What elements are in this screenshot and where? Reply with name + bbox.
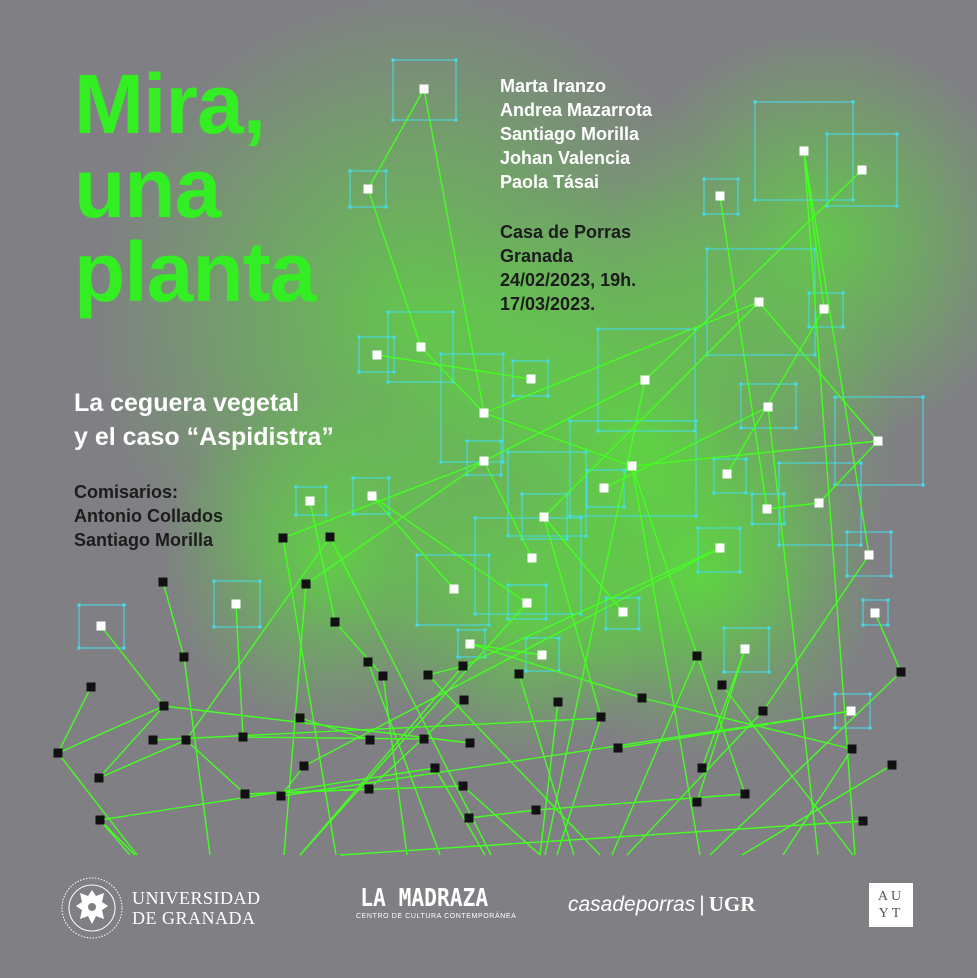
- plant-stem: [101, 626, 164, 706]
- poster-title: [74, 57, 316, 319]
- frame-corner: [703, 213, 706, 216]
- black-node: [614, 744, 623, 753]
- frame-corner: [358, 336, 361, 339]
- white-node: [540, 513, 549, 522]
- black-node: [366, 736, 375, 745]
- ugr-label: UGR: [708, 892, 756, 916]
- auyt-logo: [869, 883, 913, 927]
- frame-corner: [751, 523, 754, 526]
- madraza-tagline: CENTRO DE CULTURA CONTEMPORÁNEA: [356, 913, 517, 920]
- black-node: [638, 694, 647, 703]
- frame-corner: [834, 396, 837, 399]
- frame-corner: [580, 517, 583, 520]
- frame-corner: [416, 624, 419, 627]
- white-node: [741, 645, 750, 654]
- frame-corner: [697, 571, 700, 574]
- frame-corner: [507, 451, 510, 454]
- frame-corner: [387, 381, 390, 384]
- frame-corner: [488, 624, 491, 627]
- frame-corner: [358, 371, 361, 374]
- frame-corner: [778, 544, 781, 547]
- frame-corner: [740, 427, 743, 430]
- frame-corner: [440, 353, 443, 356]
- frame-corner: [623, 506, 626, 509]
- black-node: [300, 762, 309, 771]
- frame-corner: [547, 395, 550, 398]
- white-node: [417, 343, 426, 352]
- frame-corner: [623, 469, 626, 472]
- curators-label: Comisarios:: [74, 482, 179, 502]
- frame-corner: [783, 493, 786, 496]
- white-node: [716, 192, 725, 201]
- frame-corner: [457, 656, 460, 659]
- black-node: [465, 814, 474, 823]
- frame-corner: [502, 353, 505, 356]
- frame-corner: [259, 580, 262, 583]
- frame-corner: [739, 571, 742, 574]
- frame-corner: [896, 205, 899, 208]
- white-node: [373, 351, 382, 360]
- white-node: [466, 640, 475, 649]
- black-node: [326, 533, 335, 542]
- black-node: [302, 580, 311, 589]
- frame-corner: [455, 119, 458, 122]
- white-node: [97, 622, 106, 631]
- frame-corner: [887, 599, 890, 602]
- frame-corner: [123, 647, 126, 650]
- frame-corner: [452, 311, 455, 314]
- white-node: [871, 609, 880, 618]
- plant-stem: [58, 753, 137, 855]
- black-node: [241, 790, 250, 799]
- frame-corner: [392, 59, 395, 62]
- frame-corner: [869, 693, 872, 696]
- black-node: [693, 652, 702, 661]
- plant-stem: [536, 794, 745, 810]
- frame-corner: [852, 101, 855, 104]
- frame-corner: [723, 671, 726, 674]
- frame-corner: [547, 360, 550, 363]
- black-node: [698, 764, 707, 773]
- frame-corner: [922, 484, 925, 487]
- frame-corner: [751, 493, 754, 496]
- poster-subtitle: [74, 386, 334, 454]
- frame-corner: [566, 538, 569, 541]
- frame-corner: [723, 627, 726, 630]
- white-node: [619, 608, 628, 617]
- plant-stem: [58, 706, 164, 753]
- frame-corner: [474, 613, 477, 616]
- subtitle-line-1: La ceguera vegetal: [74, 389, 300, 417]
- black-node: [718, 681, 727, 690]
- venue-date-end: 17/03/2023.: [500, 294, 596, 314]
- white-node: [763, 505, 772, 514]
- frame-corner: [213, 580, 216, 583]
- frame-corner: [502, 461, 505, 464]
- frame-corner: [393, 371, 396, 374]
- white-node: [716, 544, 725, 553]
- frame-corner: [295, 486, 298, 489]
- frame-corner: [585, 451, 588, 454]
- black-node: [95, 774, 104, 783]
- white-node: [723, 470, 732, 479]
- frame-corner: [846, 531, 849, 534]
- title-line-2: una: [74, 141, 221, 235]
- university-logo: [132, 888, 261, 928]
- white-node: [847, 707, 856, 716]
- frame-corner: [349, 206, 352, 209]
- frame-corner: [392, 119, 395, 122]
- white-node: [858, 166, 867, 175]
- frame-corner: [393, 336, 396, 339]
- black-node: [54, 749, 63, 758]
- frame-corner: [484, 629, 487, 632]
- plant-stem: [783, 749, 852, 855]
- frame-corner: [605, 628, 608, 631]
- frame-corner: [808, 292, 811, 295]
- black-node: [365, 785, 374, 794]
- title-line-3: planta: [74, 225, 316, 319]
- madraza-name: LA MADRAZA: [360, 883, 489, 912]
- white-node: [364, 185, 373, 194]
- frame-corner: [605, 597, 608, 600]
- frame-corner: [585, 535, 588, 538]
- frame-corner: [295, 514, 298, 517]
- frame-corner: [869, 727, 872, 730]
- frame-corner: [123, 604, 126, 607]
- plant-stem: [100, 768, 435, 820]
- black-node: [460, 696, 469, 705]
- frame-corner: [896, 133, 899, 136]
- black-node: [431, 764, 440, 773]
- frame-corner: [78, 604, 81, 607]
- frame-corner: [745, 458, 748, 461]
- black-node: [515, 670, 524, 679]
- frame-corner: [846, 575, 849, 578]
- curators-block: [74, 480, 223, 552]
- frame-corner: [521, 493, 524, 496]
- black-node: [180, 653, 189, 662]
- black-node: [159, 578, 168, 587]
- frame-corner: [385, 206, 388, 209]
- frame-corner: [545, 584, 548, 587]
- black-node: [466, 739, 475, 748]
- white-node: [538, 651, 547, 660]
- frame-corner: [695, 420, 698, 423]
- black-node: [759, 707, 768, 716]
- white-node: [527, 375, 536, 384]
- black-node: [459, 662, 468, 671]
- frame-corner: [440, 461, 443, 464]
- frame-corner: [754, 199, 757, 202]
- black-node: [364, 658, 373, 667]
- venue-place: Casa de Porras: [500, 222, 632, 242]
- frame-corner: [890, 531, 893, 534]
- frame-corner: [783, 523, 786, 526]
- frame-corner: [842, 292, 845, 295]
- black-node: [87, 683, 96, 692]
- frame-corner: [387, 311, 390, 314]
- artist-name: Paola Tásai: [500, 172, 600, 192]
- frame-corner: [778, 462, 781, 465]
- frame-corner: [703, 178, 706, 181]
- white-node: [232, 600, 241, 609]
- plant-stem: [435, 768, 485, 855]
- white-node: [628, 462, 637, 471]
- frame-corner: [507, 535, 510, 538]
- black-node: [597, 713, 606, 722]
- frame-corner: [507, 584, 510, 587]
- black-node: [277, 792, 286, 801]
- curator-name: Antonio Collados: [74, 506, 223, 526]
- frame-corner: [213, 626, 216, 629]
- plant-stem: [100, 820, 135, 855]
- black-node: [149, 736, 158, 745]
- white-node: [815, 499, 824, 508]
- frame-corner: [474, 517, 477, 520]
- frame-corner: [597, 430, 600, 433]
- frame-corner: [860, 462, 863, 465]
- frame-corner: [887, 624, 890, 627]
- artist-list: [500, 74, 652, 194]
- casadeporras-name: casadeporras: [568, 893, 696, 916]
- curator-name: Santiago Morilla: [74, 530, 214, 550]
- frame-corner: [512, 360, 515, 363]
- frame-corner: [842, 326, 845, 329]
- frame-corner: [500, 440, 503, 443]
- frame-corner: [325, 514, 328, 517]
- white-node: [600, 484, 609, 493]
- black-node: [182, 736, 191, 745]
- plant-stem: [99, 740, 186, 778]
- frame-corner: [500, 474, 503, 477]
- frame-corner: [737, 178, 740, 181]
- frame-corner: [638, 597, 641, 600]
- university-line-2: DE GRANADA: [132, 908, 256, 928]
- madraza-logo: [356, 884, 516, 922]
- white-node: [528, 554, 537, 563]
- frame-corner: [325, 486, 328, 489]
- frame-corner: [569, 420, 572, 423]
- white-node: [755, 298, 764, 307]
- white-node: [480, 457, 489, 466]
- frame-corner: [416, 554, 419, 557]
- frame-corner: [768, 627, 771, 630]
- frame-corner: [862, 624, 865, 627]
- frame-corner: [737, 213, 740, 216]
- artist-name: Marta Iranzo: [500, 76, 607, 96]
- black-node: [554, 698, 563, 707]
- black-node: [331, 618, 340, 627]
- frame-corner: [385, 170, 388, 173]
- frame-corner: [834, 727, 837, 730]
- frame-corner: [922, 396, 925, 399]
- black-node: [96, 816, 105, 825]
- frame-corner: [706, 248, 709, 251]
- plant-stem: [469, 810, 536, 818]
- plant-stem: [186, 740, 245, 794]
- black-node: [859, 817, 868, 826]
- plant-stem: [58, 687, 91, 753]
- frame-corner: [860, 544, 863, 547]
- frame-corner: [259, 626, 262, 629]
- frame-corner: [862, 599, 865, 602]
- white-node: [800, 147, 809, 156]
- frame-corner: [695, 515, 698, 518]
- venue-info: [500, 220, 636, 316]
- university-line-1: UNIVERSIDAD: [132, 888, 261, 908]
- frame-corner: [834, 693, 837, 696]
- white-node: [420, 85, 429, 94]
- black-node: [459, 782, 468, 791]
- sponsor-logos: [0, 868, 977, 948]
- university-seal-icon: [60, 876, 124, 940]
- frame-corner: [512, 395, 515, 398]
- frame-corner: [795, 427, 798, 430]
- frame-corner: [754, 101, 757, 104]
- frame-corner: [740, 383, 743, 386]
- white-node: [368, 492, 377, 501]
- white-node: [450, 585, 459, 594]
- white-node: [874, 437, 883, 446]
- black-node: [741, 790, 750, 799]
- black-node: [848, 745, 857, 754]
- frame-corner: [814, 354, 817, 357]
- frame-corner: [466, 440, 469, 443]
- frame-corner: [713, 492, 716, 495]
- frame-corner: [826, 133, 829, 136]
- black-node: [420, 735, 429, 744]
- subtitle-line-2: y el caso “Aspidistra”: [74, 423, 334, 451]
- black-node: [160, 702, 169, 711]
- frame-corner: [739, 527, 742, 530]
- frame-corner: [808, 326, 811, 329]
- artist-name: Andrea Mazarrota: [500, 100, 653, 120]
- black-node: [239, 733, 248, 742]
- casadeporras-logo: [568, 892, 755, 917]
- frame-corner: [795, 383, 798, 386]
- frame-corner: [78, 647, 81, 650]
- white-node: [523, 599, 532, 608]
- black-node: [532, 806, 541, 815]
- black-node: [279, 534, 288, 543]
- frame-corner: [745, 492, 748, 495]
- black-node: [888, 761, 897, 770]
- casadeporras-separator: |: [699, 893, 705, 916]
- black-node: [424, 671, 433, 680]
- frame-corner: [525, 670, 528, 673]
- frame-corner: [638, 628, 641, 631]
- frame-corner: [597, 328, 600, 331]
- frame-corner: [352, 477, 355, 480]
- frame-corner: [558, 637, 561, 640]
- venue-date-start: 24/02/2023, 19h.: [500, 270, 637, 290]
- frame-corner: [352, 513, 355, 516]
- white-node: [480, 409, 489, 418]
- artist-name: Johan Valencia: [500, 148, 631, 168]
- venue-city: Granada: [500, 246, 574, 266]
- frame-corner: [545, 618, 548, 621]
- frame-corner: [388, 477, 391, 480]
- frame-corner: [768, 671, 771, 674]
- frame-corner: [890, 575, 893, 578]
- white-node: [764, 403, 773, 412]
- frame-corner: [488, 554, 491, 557]
- auyt-line-1: AU: [877, 889, 905, 904]
- auyt-line-2: YT: [878, 906, 904, 921]
- artist-name: Santiago Morilla: [500, 124, 640, 144]
- frame-corner: [507, 618, 510, 621]
- black-node: [693, 798, 702, 807]
- black-node: [296, 714, 305, 723]
- black-node: [379, 672, 388, 681]
- frame-corner: [569, 515, 572, 518]
- plant-stem: [340, 821, 863, 855]
- white-node: [641, 376, 650, 385]
- title-line-1: Mira,: [74, 57, 266, 151]
- white-node: [820, 305, 829, 314]
- black-node: [897, 668, 906, 677]
- frame-corner: [349, 170, 352, 173]
- frame-corner: [697, 527, 700, 530]
- frame-corner: [455, 59, 458, 62]
- frame-corner: [457, 629, 460, 632]
- plant-stem: [184, 657, 210, 855]
- white-node: [306, 497, 315, 506]
- frame-corner: [852, 199, 855, 202]
- white-node: [865, 551, 874, 560]
